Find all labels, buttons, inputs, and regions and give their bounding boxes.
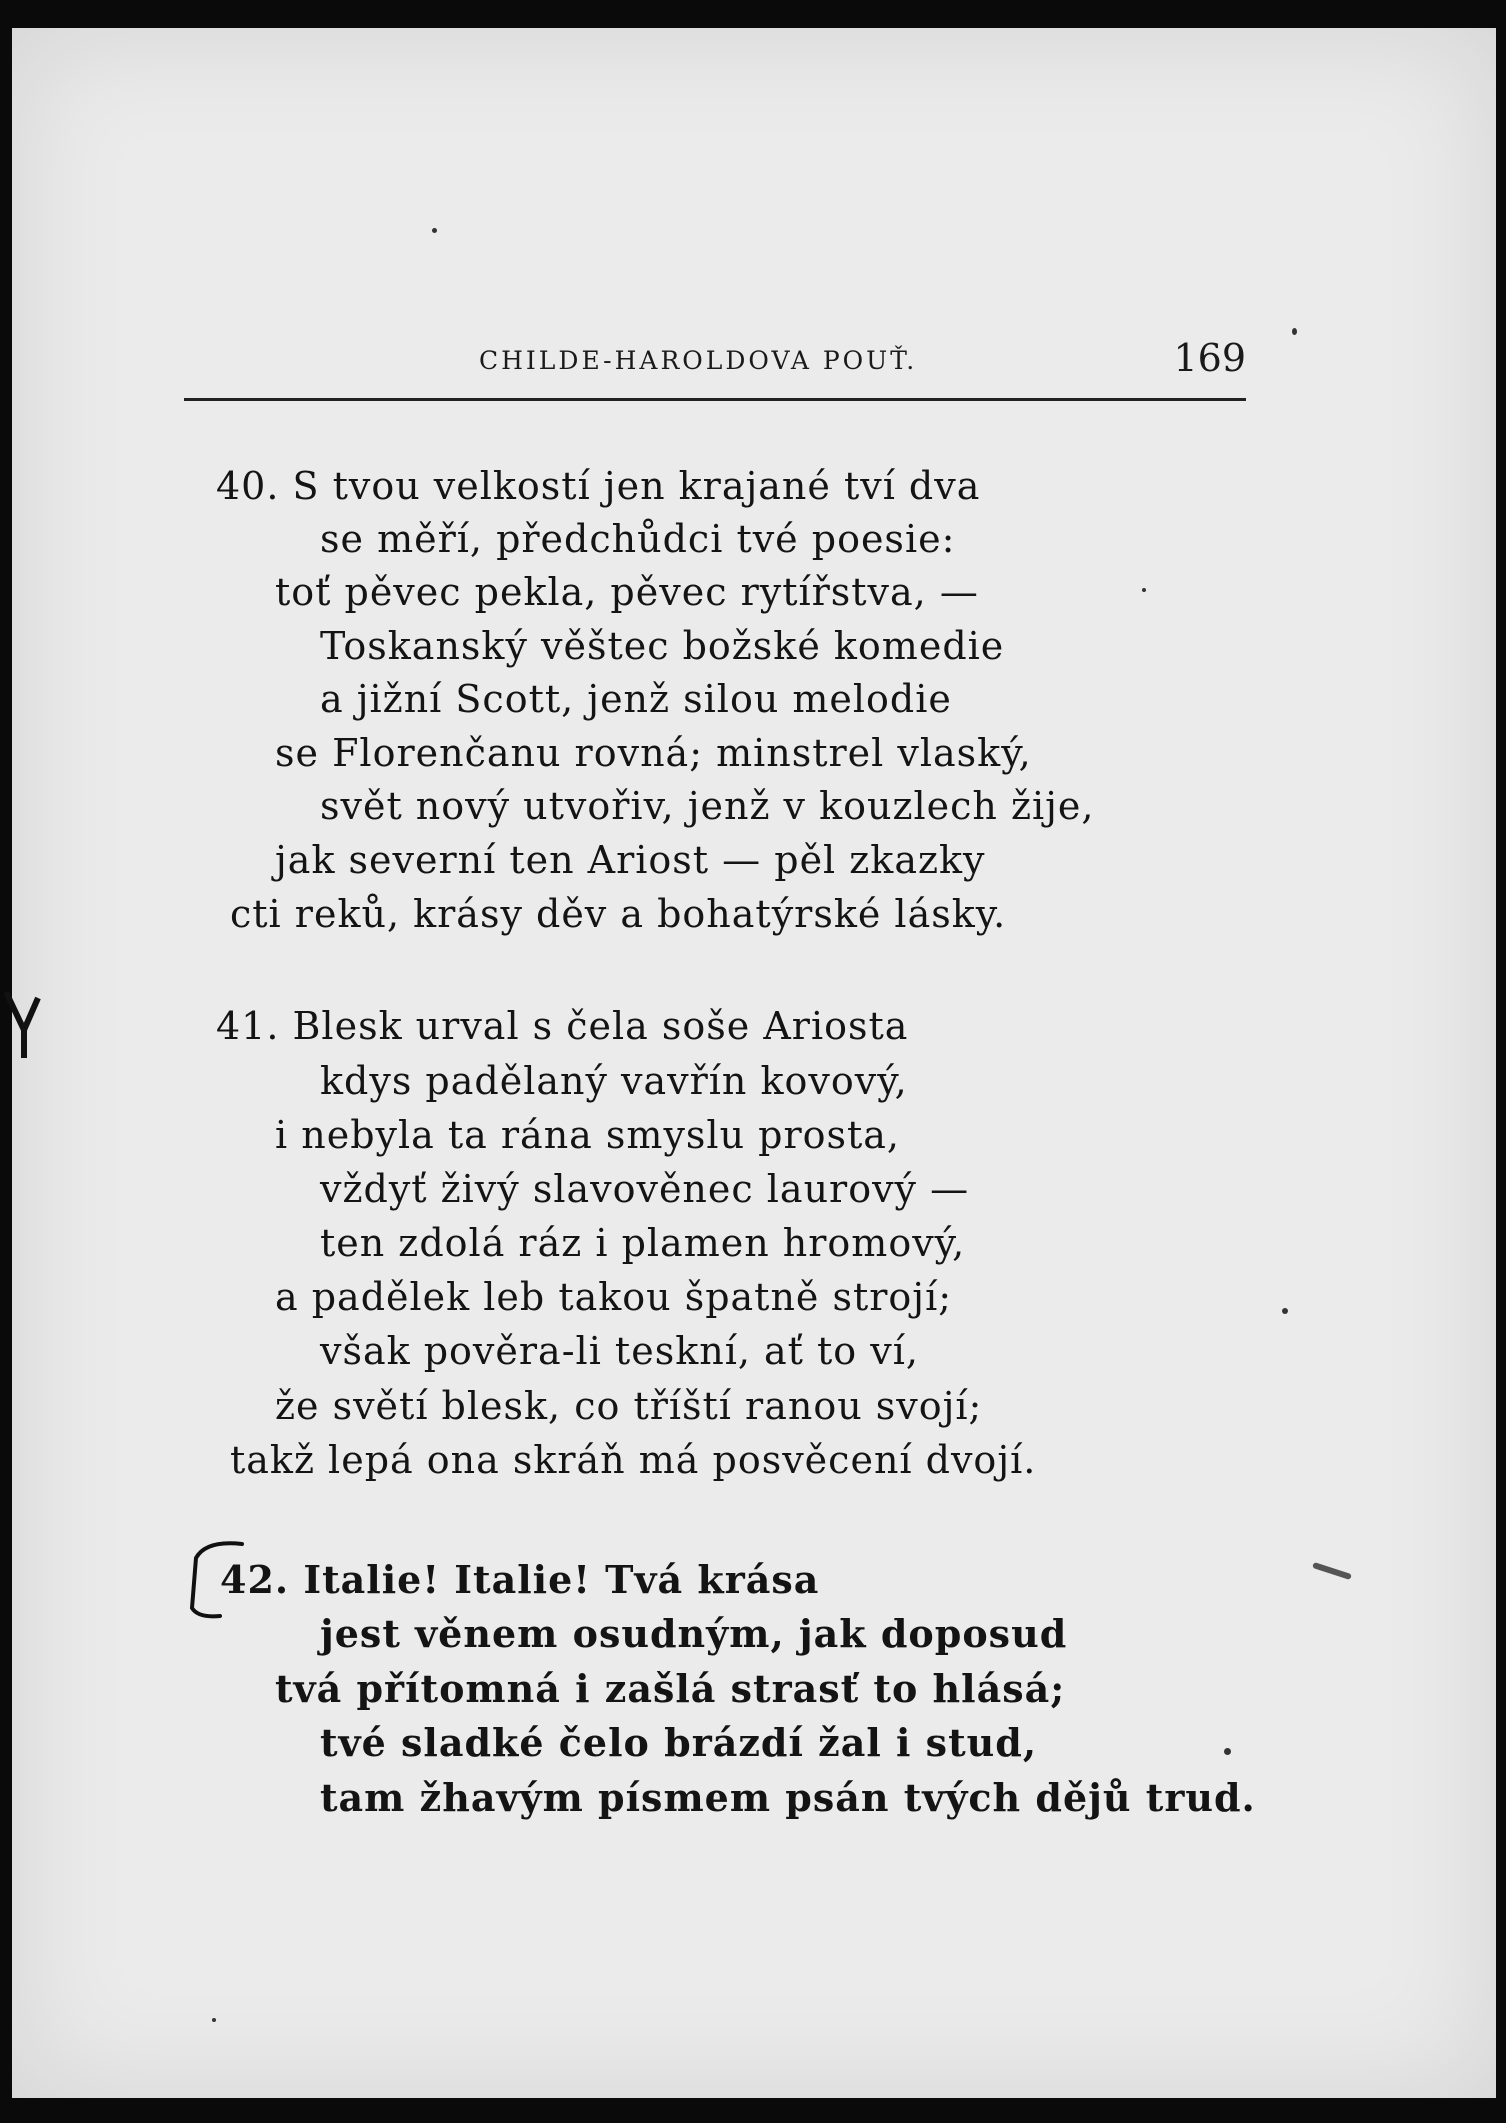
- stanza-41-line-2: kdys padělaný vavřín kovový,: [320, 1059, 908, 1103]
- page-number: 169: [1173, 336, 1246, 380]
- stanza-42-line-3: tvá přítomná i zašlá strasť to hlásá;: [275, 1666, 1066, 1711]
- stanza-41-line-7: však pověra-li teskní, ať to ví,: [320, 1329, 919, 1373]
- handwritten-bracket-mark: [176, 1538, 248, 1624]
- stanza-42-line-4: tvé sladké čelo brázdí žal i stud,: [320, 1720, 1038, 1765]
- stanza-41-line-4: vždyť živý slavověnec laurový —: [320, 1167, 970, 1211]
- stanza-41-line-8: že světí blesk, co tříští ranou svojí;: [275, 1384, 983, 1428]
- stanza-40-line-7: svět nový utvořiv, jenž v kouzlech žije,: [320, 784, 1095, 828]
- stanza-41-line-3: i nebyla ta rána smyslu prosta,: [275, 1113, 900, 1157]
- stanza-42-line-5: tam žhavým písmem psán tvých dějů trud.: [320, 1775, 1256, 1820]
- stanza-40-line-9: cti reků, krásy děv a bohatýrské lásky.: [230, 892, 1007, 936]
- stanza-40-line-8: jak severní ten Ariost — pěl zkazky: [275, 838, 986, 882]
- stanza-41-line-5: ten zdolá ráz i plamen hromový,: [320, 1221, 966, 1265]
- stanza-42-line-2: jest věnem osudným, jak doposud: [320, 1611, 1068, 1656]
- stanza-40-line-2: se měří, předchůdci tvé poesie:: [320, 517, 956, 561]
- stanza-41-line-9: takž lepá ona skráň má posvěcení dvojí.: [230, 1438, 1037, 1482]
- stanza-40-line-4: Toskanský věštec božské komedie: [320, 624, 1005, 668]
- stanza-41-line-1: 41. Blesk urval s čela soše Ariosta: [216, 1004, 909, 1048]
- stanza-40-line-3: toť pěvec pekla, pěvec rytířstva, —: [275, 570, 979, 614]
- stanza-40-line-1: 40. S tvou velkostí jen krajané tví dva: [216, 464, 981, 508]
- stanza-40-line-6: se Florenčanu rovná; minstrel vlaský,: [275, 731, 1032, 775]
- stanza-40-line-5: a jižní Scott, jenž silou melodie: [320, 677, 952, 721]
- stanza-41-line-6: a padělek leb takou špatně strojí;: [275, 1275, 953, 1319]
- running-title: CHILDE-HAROLDOVA POUŤ.: [479, 346, 918, 375]
- stanza-42-line-1: 42. Italie! Italie! Tvá krása: [220, 1557, 820, 1602]
